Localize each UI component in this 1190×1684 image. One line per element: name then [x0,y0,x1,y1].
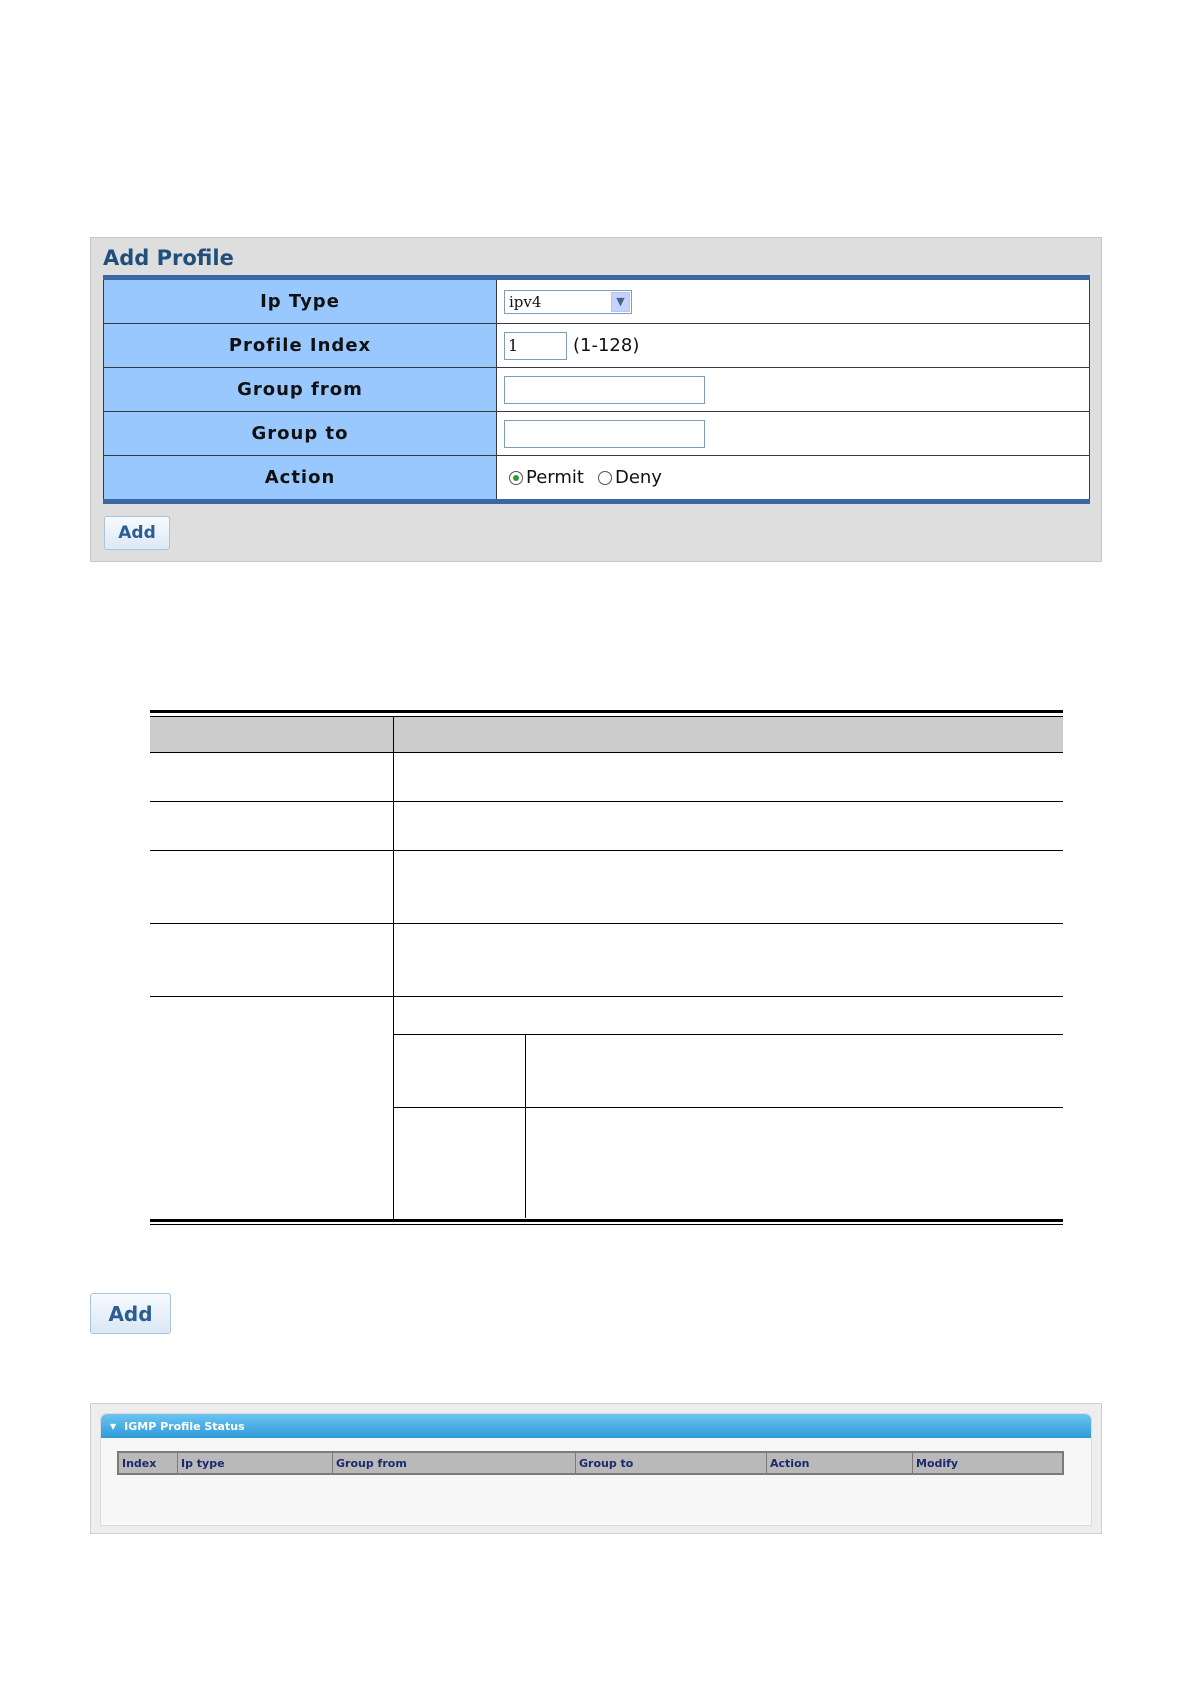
group-to-label: Group to [103,412,497,455]
ip-type-select[interactable] [504,290,632,314]
profile-index-range: (1-128) [573,335,640,356]
action-permit-label[interactable]: Permit [526,467,584,488]
action-label: Action [103,456,497,499]
status-table-header [117,1451,1064,1475]
header-object-cell [150,717,394,752]
column-group-to: Group to [576,1453,767,1473]
table-cell [394,1108,526,1218]
table-cell [150,753,394,801]
radio-selected-dot [513,475,519,481]
group-from-cell [497,368,1090,411]
table-cell [526,1035,1063,1107]
chevron-down-icon[interactable]: ▼ [611,292,630,312]
add-profile-panel [90,237,1102,562]
sub-table-row [394,1108,1063,1218]
table-cell [150,851,394,923]
action-cell [497,456,1090,499]
column-action: Action [767,1453,913,1473]
table-cell [394,1035,526,1107]
add-profile-form [103,275,1090,504]
form-row-profile-index [103,324,1090,368]
profile-index-input[interactable]: 1 [504,332,567,360]
status-title: IGMP Profile Status [124,1419,245,1433]
group-from-label: Group from [103,368,497,411]
column-ip-type: Ip type [178,1453,333,1473]
status-header[interactable] [101,1414,1091,1438]
table-cell [526,1108,1063,1218]
form-row-ip-type [103,280,1090,324]
table-cell [150,802,394,850]
column-modify: Modify [916,1456,959,1470]
ip-type-selected-value: ipv4 [509,292,542,311]
add-button[interactable]: Add [104,516,170,550]
table-cell [394,924,1063,996]
triangle-down-icon[interactable]: ▼ [110,1421,117,1431]
sub-table [394,997,1063,1219]
form-row-action [103,456,1090,499]
sub-table-row [394,1035,1063,1108]
form-row-group-to [103,412,1090,456]
profile-index-label: Profile Index [103,324,497,367]
table-row [150,924,1063,997]
column-index: Index [119,1453,178,1473]
header-description-cell [394,717,1063,752]
group-to-cell [497,412,1090,455]
profile-index-cell [497,324,1090,367]
form-row-group-from [103,368,1090,412]
table-header-row [150,717,1063,752]
action-deny-label[interactable]: Deny [614,467,662,488]
table-cell [394,851,1063,923]
table-row [150,851,1063,924]
action-deny-radio[interactable] [598,471,612,485]
table-bottom-rule [150,1219,1063,1225]
igmp-profile-status-panel [90,1403,1102,1534]
group-to-input[interactable] [504,420,705,448]
sub-table-header [394,997,1063,1035]
table-cell [394,753,1063,801]
ip-type-label: Ip Type [103,280,497,323]
group-from-input[interactable] [504,376,705,404]
table-cell [394,802,1063,850]
table-row [150,752,1063,802]
action-permit-radio[interactable] [509,471,523,485]
ip-type-cell [497,280,1090,323]
table-top-rule [150,710,1063,717]
panel-title: Add Profile [103,246,234,270]
table-cell [150,997,394,1219]
table-row [150,802,1063,851]
table-cell [150,924,394,996]
column-group-from: Group from [333,1453,576,1473]
table-row [150,997,1063,1219]
description-table [150,710,1063,1225]
add-button-standalone[interactable]: Add [90,1293,171,1334]
